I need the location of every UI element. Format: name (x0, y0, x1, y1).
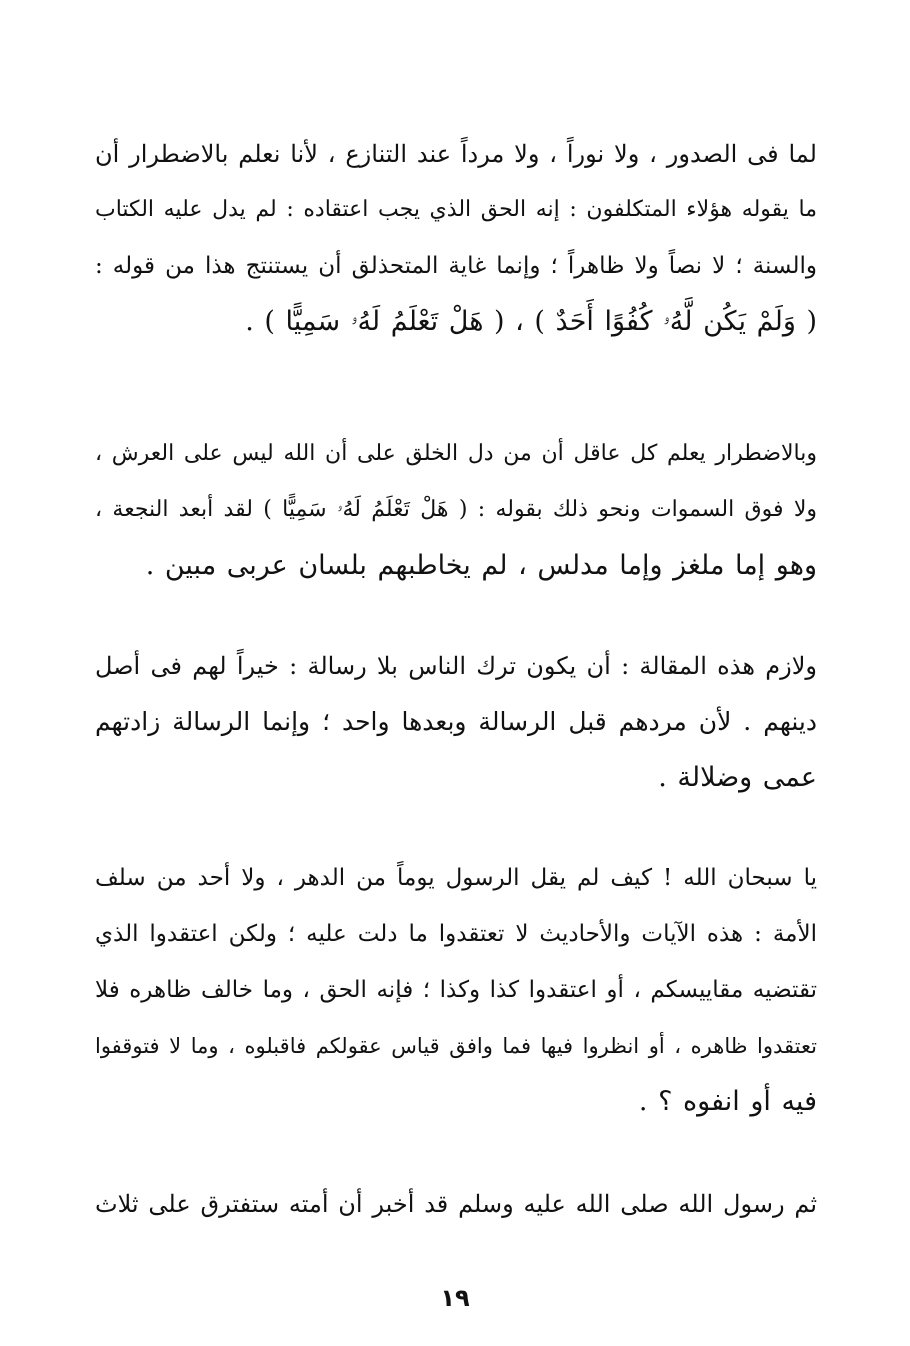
text-line: الأمة : هذه الآيات والأحاديث لا تعتقدوا ما دلت عليه ؛ ولكن اعتقدوا الذي (95, 921, 817, 947)
text-line: وبالاضطرار يعلم كل عاقل أن من دل الخلق على أن الله ليس على العرش ، (95, 441, 817, 466)
page-number: ١٩ (440, 1284, 470, 1312)
paragraph-3 (95, 638, 817, 806)
text-line: عمى وضلالة . (658, 762, 817, 793)
text-line: فيه أو انفوه ؟ . (638, 1086, 817, 1117)
text-line: تعتقدوا ظاهره ، أو انظروا فيها فما وافق قياس عقولكم فاقبلوه ، وما لا فتوقفوا (95, 1034, 817, 1058)
text-line: ما يقوله هؤلاء المتكلفون : إنه الحق الذي يجب اعتقاده : لم يدل عليه الكتاب (95, 197, 817, 222)
paragraph-5 (95, 1176, 817, 1232)
text-line: دينهم . لأن مردهم قبل الرسالة وبعدها واحد ؛ وإنما الرسالة زادتهم (95, 707, 817, 736)
paragraph-4 (95, 850, 817, 1130)
text-line: يا سبحان الله ! كيف لم يقل الرسول يوماً من الدهر ، ولا أحد من سلف (95, 865, 817, 891)
text-line: وهو إما ملغز وإما مدلس ، لم يخاطبهم بلسان عربى مبين . (145, 550, 817, 581)
paragraph-1 (95, 126, 817, 350)
text-line: تقتضيه مقاييسكم ، أو اعتقدوا كذا وكذا ؛ فإنه الحق ، وما خالف ظاهره فلا (95, 977, 817, 1003)
paragraph-2 (95, 426, 817, 594)
text-line: ولازم هذه المقالة : أن يكون ترك الناس بلا رسالة : خيراً لهم فى أصل (95, 652, 817, 680)
text-line: والسنة ؛ لا نصاً ولا ظاهراً ؛ وإنما غاية المتحذلق أن يستنتج هذا من قوله : (95, 253, 817, 279)
text-line: لما فى الصدور ، ولا نوراً ، ولا مرداً عند التنازع ، لأنا نعلم بالاضطرار أن (95, 140, 817, 168)
quran-verse-line: ( وَلَمْ يَكُن لَّهُۥ كُفُوًا أَحَدٌ ) ، ( هَلْ تَعْلَمُ لَهُۥ سَمِيًّا ) . (245, 306, 817, 337)
text-line: ولا فوق السموات ونحو ذلك بقوله : ( هَلْ تَعْلَمُ لَهُۥ سَمِيًّا ) لقد أبعد النجعة ، (95, 497, 817, 522)
text-line: ثم رسول الله صلى الله عليه وسلم قد أخبر أن أمته ستفترق على ثلاث (95, 1190, 817, 1218)
